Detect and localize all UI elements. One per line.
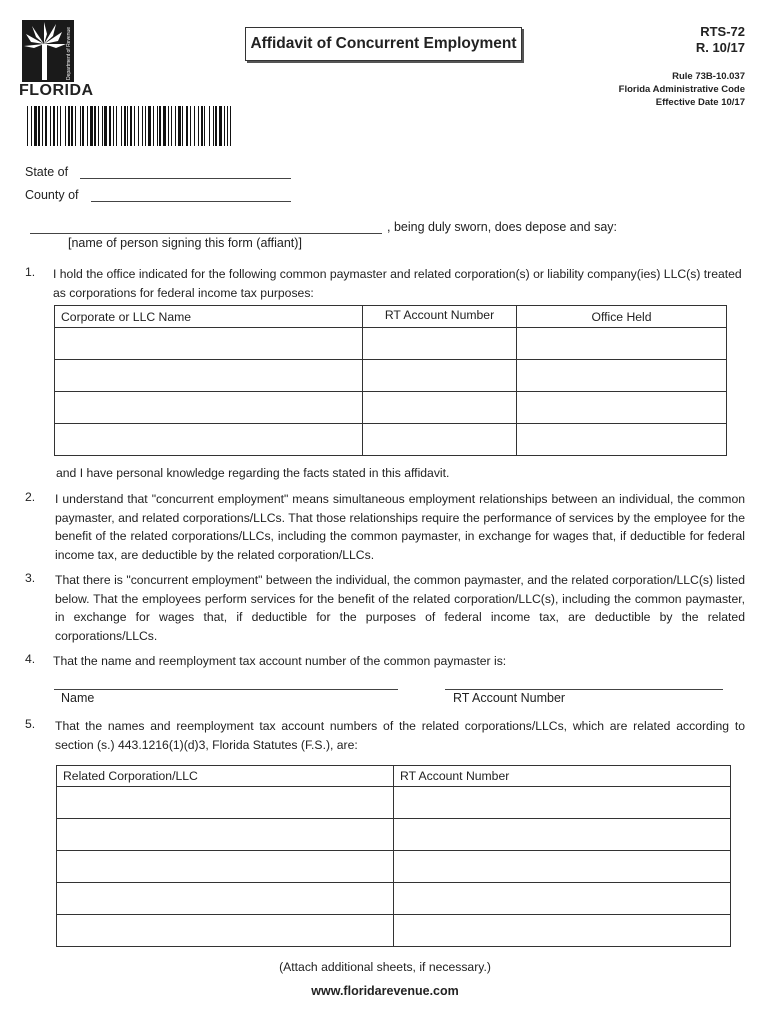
barcode	[27, 106, 231, 146]
paymaster-rt-field[interactable]	[445, 689, 723, 690]
rt-account-cell[interactable]	[394, 915, 731, 947]
related-corp-cell[interactable]	[57, 819, 394, 851]
table-row	[55, 392, 727, 424]
office-held-cell[interactable]	[517, 328, 727, 360]
rt-account-cell[interactable]	[363, 424, 517, 456]
col-header-office-held: Office Held	[517, 306, 727, 328]
item3-number: 3.	[25, 571, 36, 585]
item1-text: I hold the office indicated for the following common paymaster and related corporation(s) or liability company(ies) LLC(s) treated as corporations for federal income tax purposes:	[53, 267, 742, 300]
county-field[interactable]	[91, 201, 291, 202]
attach-note: (Attach additional sheets, if necessary.)	[279, 960, 491, 974]
table-row	[55, 360, 727, 392]
table-row	[57, 915, 731, 947]
admin-code: Florida Administrative Code	[618, 84, 745, 95]
form-title: Affidavit of Concurrent Employment	[245, 27, 522, 61]
form-id-block	[696, 24, 745, 56]
corporate-name-cell[interactable]	[55, 328, 363, 360]
palm-tree-icon	[22, 20, 74, 82]
paymaster-name-field[interactable]	[54, 689, 398, 690]
office-held-cell[interactable]	[517, 424, 727, 456]
table-row	[55, 328, 727, 360]
paymaster-rt-caption: RT Account Number	[453, 691, 566, 705]
table-header-row	[57, 766, 731, 787]
state-field[interactable]	[80, 178, 291, 179]
table-row	[57, 787, 731, 819]
related-corp-cell[interactable]	[57, 915, 394, 947]
col-header-related-corp: Related Corporation/LLC	[57, 766, 394, 787]
rule-number: Rule 73B-10.037	[672, 71, 745, 82]
table-header-row	[55, 306, 727, 328]
rule-block	[619, 70, 745, 109]
effective-date: Effective Date 10/17	[655, 97, 745, 108]
table-row	[57, 883, 731, 915]
corporate-name-cell[interactable]	[55, 360, 363, 392]
item1-after-text: and I have personal knowledge regarding the facts stated in this affidavit.	[56, 466, 450, 480]
table-row	[57, 851, 731, 883]
corporate-name-cell[interactable]	[55, 424, 363, 456]
item3-text: That there is "concurrent employment" between the individual, the common paymaster, and the related corporation/LLC(s) listed below. That the employees perform services for the benefit of the related corporation/LLC(s), including the common paymaster, in exchange for wages that, if deductible for the purposes of federal income tax, are deductible by the related corporations/LLCs.	[55, 573, 745, 643]
office-held-cell[interactable]	[517, 360, 727, 392]
rt-account-cell[interactable]	[394, 819, 731, 851]
paymaster-name-caption: Name	[61, 691, 95, 705]
related-corp-cell[interactable]	[57, 883, 394, 915]
item5-number: 5.	[25, 717, 36, 731]
item1-number: 1.	[25, 265, 36, 279]
col-header-rt-account: RT Account Number	[394, 766, 731, 787]
corporate-name-cell[interactable]	[55, 392, 363, 424]
office-held-cell[interactable]	[517, 392, 727, 424]
logo-wordmark: FLORIDA	[19, 82, 94, 99]
state-label: State of	[25, 165, 69, 179]
form-number: RTS-72	[700, 24, 745, 39]
office-table	[54, 305, 727, 456]
item4-number: 4.	[25, 652, 36, 666]
rt-account-cell[interactable]	[394, 851, 731, 883]
affiant-caption: [name of person signing this form (affiant)]	[68, 236, 302, 250]
rt-account-cell[interactable]	[394, 787, 731, 819]
item5-text: That the names and reemployment tax account numbers of the related corporations/LLCs, which are related according to section (s.) 443.1216(1)(d)3, Florida Statutes (F.S.), are:	[55, 719, 745, 752]
county-label: County of	[25, 188, 79, 202]
related-corp-table	[56, 765, 731, 947]
logo-sub-text: Department of Revenue	[66, 26, 72, 80]
col-header-rt-account: RT Account Number	[363, 306, 517, 328]
rt-account-cell[interactable]	[363, 360, 517, 392]
related-corp-cell[interactable]	[57, 851, 394, 883]
affiant-name-field[interactable]	[30, 233, 382, 234]
table-row	[55, 424, 727, 456]
rt-account-cell[interactable]	[394, 883, 731, 915]
item2-number: 2.	[25, 490, 36, 504]
col-header-corporate-name: Corporate or LLC Name	[55, 306, 363, 328]
related-corp-cell[interactable]	[57, 787, 394, 819]
website-link[interactable]: www.floridarevenue.com	[311, 984, 459, 998]
sworn-text: , being duly sworn, does depose and say:	[387, 220, 618, 234]
table-row	[57, 819, 731, 851]
item2-text: I understand that "concurrent employment" means simultaneous employment relationships between an individual, the common paymaster, and related corporations/LLCs. That those relationships require the performance of services by the employee for the benefit of the related corporations/LLCs, including the common paymaster, in exchange for wages that, if deductible for federal income tax, are deductible by the related corporation/LLCs.	[55, 492, 745, 562]
item4-text: That the name and reemployment tax account number of the common paymaster is:	[53, 654, 507, 668]
form-revision: R. 10/17	[695, 40, 745, 55]
rt-account-cell[interactable]	[363, 328, 517, 360]
rt-account-cell[interactable]	[363, 392, 517, 424]
